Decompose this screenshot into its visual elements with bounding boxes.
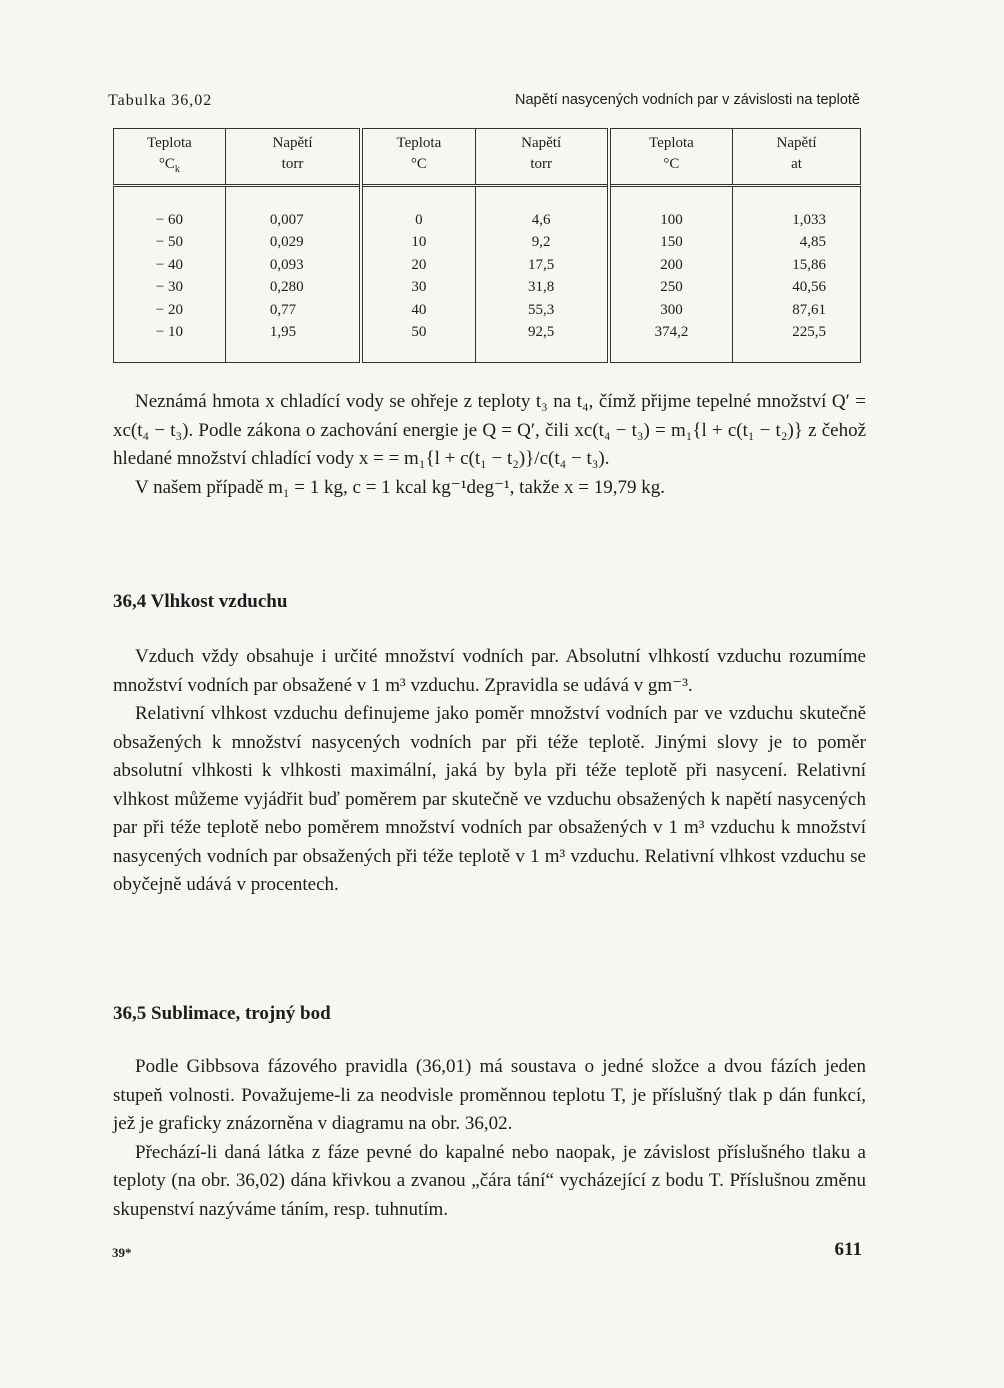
table-cell: 374,2 (609, 322, 733, 363)
sublimation-text (113, 1053, 866, 1224)
header-cell: Napětí torr (225, 129, 361, 186)
table-cell: 4,6 (475, 186, 609, 232)
table-cell: − 50 (114, 232, 226, 255)
header-cell: Teplota °C (361, 129, 475, 186)
table-cell: 0,77 (225, 299, 361, 322)
table-cell: − 10 (114, 322, 226, 363)
table-cell: 50 (361, 322, 475, 363)
section-heading-sublimation: 36,5 Sublimace, trojný bod (113, 1003, 331, 1024)
table-cell: − 30 (114, 277, 226, 300)
table-cell: − 60 (114, 186, 226, 232)
table-cell: 0,029 (225, 232, 361, 255)
paragraph: Vzduch vždy obsahuje i určité množství vodních par. Absolutní vlhkostí vzduchu rozumíme množství vodních par obsažené v 1 m³ vzduchu. Zpravidla se udává v gm⁻³. (113, 646, 866, 696)
printer-signature: 39* (112, 1245, 132, 1260)
table-label: Tabulka 36,02 (108, 92, 213, 109)
table-cell: 100 (609, 186, 733, 232)
table-row (114, 322, 861, 363)
table-cell: 0,093 (225, 254, 361, 277)
table-cell: 0 (361, 186, 475, 232)
table-cell: 300 (609, 299, 733, 322)
table-cell: 92,5 (475, 322, 609, 363)
table-cell: 10 (361, 232, 475, 255)
table-cell: 0,280 (225, 277, 361, 300)
table-row (114, 254, 861, 277)
humidity-text (113, 643, 866, 900)
table-row (114, 186, 861, 232)
header-cell: Napětí torr (475, 129, 609, 186)
table-row (114, 232, 861, 255)
table-cell: 1,033 (733, 186, 861, 232)
header-cell: Teplota °C (609, 129, 733, 186)
table-cell: 15,86 (733, 254, 861, 277)
table-cell: 4,85 (733, 232, 861, 255)
table-cell: 200 (609, 254, 733, 277)
table-cell: − 40 (114, 254, 226, 277)
table-cell: 17,5 (475, 254, 609, 277)
table-row (114, 299, 861, 322)
table-cell: 9,2 (475, 232, 609, 255)
paragraph: Podle Gibbsova fázového pravidla (36,01) má soustava o jedné složce a dvou fázích jeden stupeň volnosti. Považujeme-li za neodvisle proměnnou teplotu T, je příslušný tlak p dán funkcí, jež je graficky znázorněna v diagramu na obr. 36,02. (113, 1056, 866, 1134)
page-number: 611 (834, 1239, 862, 1260)
table-caption (108, 92, 860, 116)
table-cell: 87,61 (733, 299, 861, 322)
table-cell: 225,5 (733, 322, 861, 363)
table-cell: 40 (361, 299, 475, 322)
derivation-text (113, 388, 866, 502)
section-heading-humidity: 36,4 Vlhkost vzduchu (113, 591, 288, 612)
table-cell: 30 (361, 277, 475, 300)
header-cell: Teplota $^\circ C_k$ (114, 129, 226, 186)
table-cell: 40,56 (733, 277, 861, 300)
table-cell: 31,8 (475, 277, 609, 300)
paragraph: Relativní vlhkost vzduchu definujeme jako poměr množství vodních par ve vzduchu skutečně obsažených k množství nasycených vodních par při téže teplotě. Jinými slovy je to poměr absolutní vlhkosti k vlhkosti maximální, jaká by byla při téže teplotě při nasycení. Relativní vlhkost můžeme vyjádřit buď poměrem par skutečně ve vzduchu obsažených k napětí nasycených par při téže teplotě nebo poměrem množství vodních par obsažených v 1 m³ vzduchu k množství nasycených vodních par obsažených při téže teplotě v 1 m³ vzduchu. Relativní vlhkost vzduchu se obyčejně udává v procentech. (113, 703, 866, 895)
header-cell: Napětí at (733, 129, 861, 186)
table-cell: 1,95 (225, 322, 361, 363)
table-cell: 0,007 (225, 186, 361, 232)
paragraph: Neznámá hmota x chladící vody se ohřeje z teploty t₃ na t₄, čímž přijme tepelné množství Q′ = xc(t₄ − t₃). Podle zákona o zachování energie je Q = Q′, čili xc(t₄ − t₃) = m₁{l + c(t₁ − t₂)} z čehož hledané množství chladící vody x = = m₁{l + c(t₁ − t₂)}/c(t₄ − t₃). (113, 391, 866, 469)
table-cell: 55,3 (475, 299, 609, 322)
table-header-row (114, 129, 861, 186)
table-row (114, 277, 861, 300)
table-title: Napětí nasycených vodních par v závislosti na teplotě (515, 92, 860, 108)
table-cell: 250 (609, 277, 733, 300)
paragraph: Přechází-li daná látka z fáze pevné do kapalné nebo naopak, je závislost příslušného tlaku a teploty (na obr. 36,02) dána křivkou a zvanou „čára tání“ vycházející z bodu T. Příslušnou změnu skupenství nazýváme táním, resp. tuhnutím. (113, 1141, 866, 1220)
table-cell: − 20 (114, 299, 226, 322)
vapor-pressure-table (113, 128, 861, 363)
paragraph: V našem případě m₁ = 1 kg, c = 1 kcal kg⁻¹deg⁻¹, takže x = 19,79 kg. (135, 476, 665, 498)
table-cell: 20 (361, 254, 475, 277)
table-cell: 150 (609, 232, 733, 255)
